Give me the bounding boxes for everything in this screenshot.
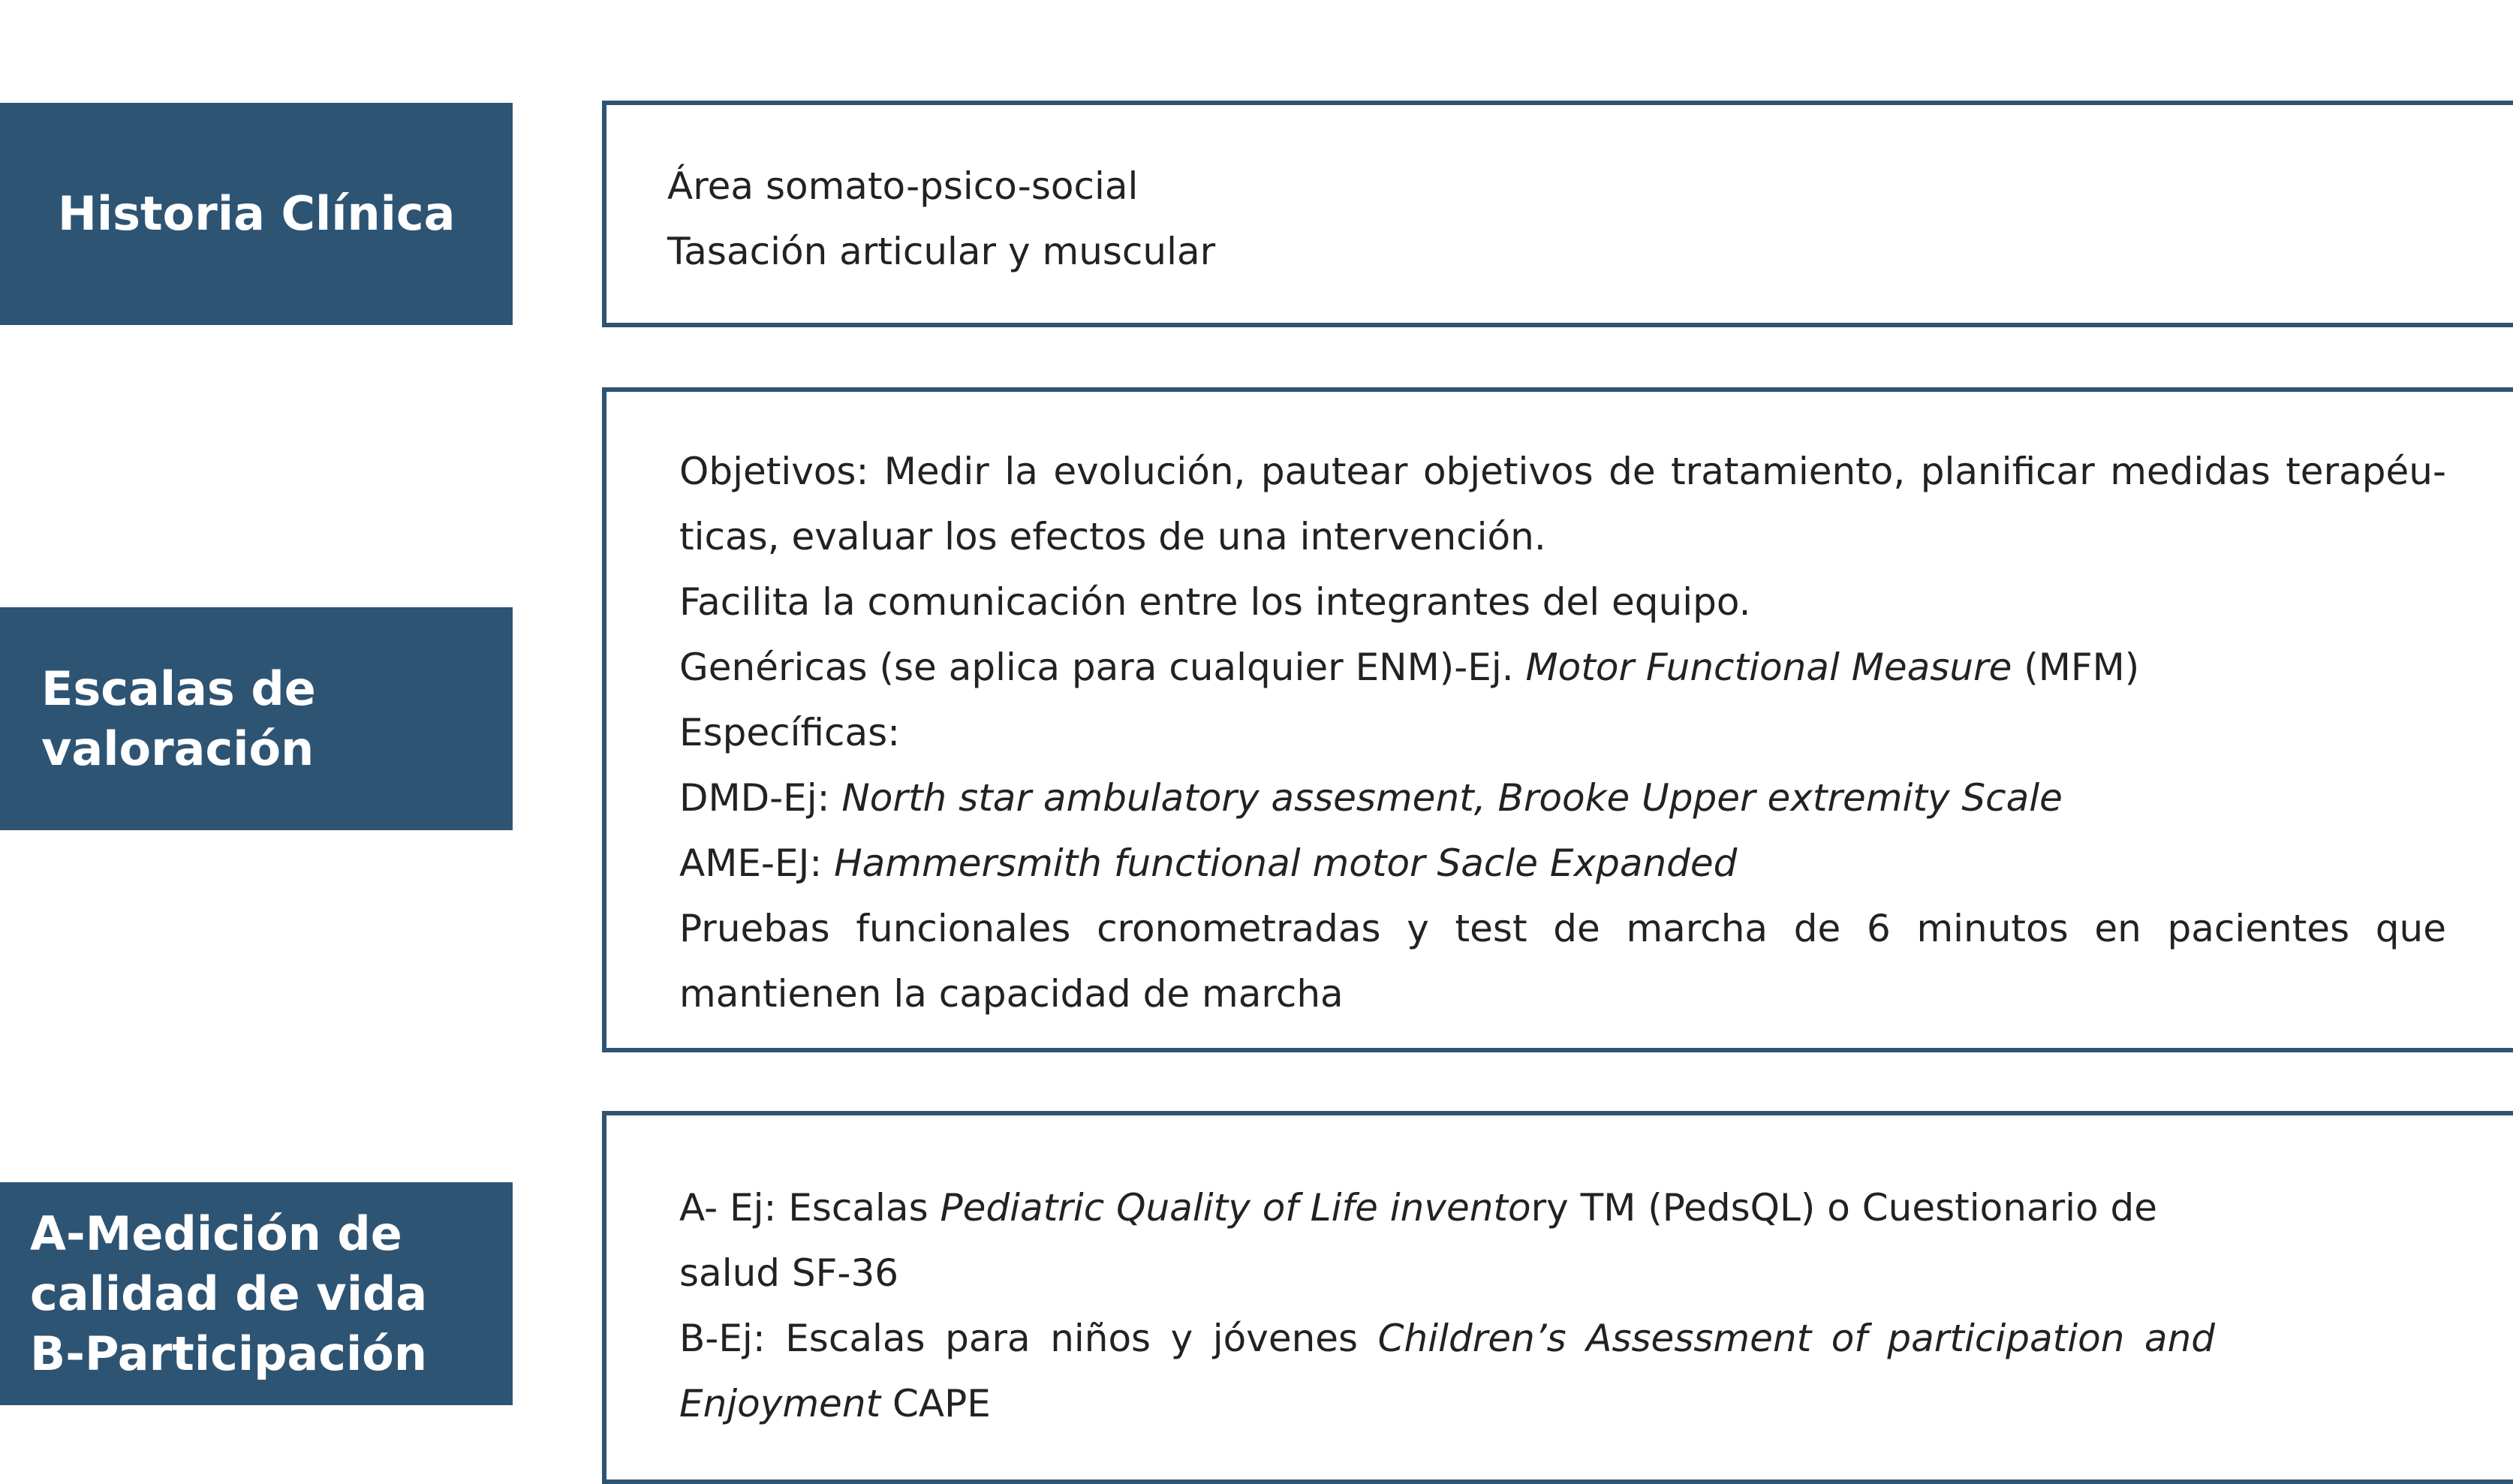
content-line: mantienen la capacidad de marcha bbox=[679, 972, 1344, 1016]
text-span: DMD-Ej: bbox=[679, 776, 842, 820]
content-column bbox=[679, 1175, 2215, 1437]
text-span: A- Ej: Escalas bbox=[679, 1186, 940, 1230]
text-span: Genéricas (se aplica para cualquier ENM)-Ej. bbox=[679, 646, 1526, 689]
text-span: AME-EJ: bbox=[679, 841, 835, 885]
content-line: Pruebas funcionales cronometradas y test de marcha de 6 minutos en pacientes que bbox=[679, 907, 2446, 950]
content-box-medicion-calidad-participacion bbox=[602, 1111, 2513, 1484]
label-medicion-calidad-participacion bbox=[0, 1182, 513, 1405]
content-line bbox=[679, 766, 2446, 831]
text-span-italic: Children’s Assessment of participation and bbox=[1377, 1317, 2215, 1360]
text-span-italic: Hammersmith functional motor Sacle Expanded bbox=[834, 841, 1738, 885]
content-line bbox=[679, 1175, 2215, 1241]
content-line: salud SF-36 bbox=[679, 1251, 899, 1295]
text-span-italic: Enjoyment bbox=[679, 1382, 881, 1425]
text-span-italic: Motor Functional Measure bbox=[1525, 646, 2012, 689]
content-line: Tasación articular y muscular bbox=[667, 230, 1216, 273]
label-escalas-de-valoracion bbox=[0, 607, 513, 830]
content-line bbox=[679, 1306, 2215, 1371]
content-line: ticas, evaluar los efectos de una intervención. bbox=[679, 515, 1546, 558]
text-span: (MFM) bbox=[2012, 646, 2140, 689]
text-span-italic: Pediatric Quality of Life invento bbox=[940, 1186, 1531, 1230]
cropped-heading-fragment bbox=[668, 0, 1516, 8]
content-line: Facilita la comunicación entre los integrantes del equipo. bbox=[679, 580, 1751, 624]
text-span-italic: North star ambulatory assesment, Brooke Upper extremity Scale bbox=[841, 776, 2063, 820]
content-line: Área somato-psico-social bbox=[667, 164, 1139, 208]
content-line bbox=[679, 831, 2446, 896]
content-box-historia-clinica bbox=[602, 101, 2513, 327]
text-span: CAPE bbox=[880, 1382, 991, 1425]
text-span: B-Ej: Escalas para niños y jóvenes bbox=[679, 1317, 1378, 1360]
content-line: Objetivos: Medir la evolución, pautear objetivos de tratamiento, planificar medidas terapéu- bbox=[679, 450, 2446, 493]
label-text: Escalas de valoración bbox=[41, 661, 316, 776]
label-text: A-Medición de calidad de vida B-Participación bbox=[30, 1206, 428, 1381]
content-line bbox=[679, 1371, 2215, 1437]
text-span: ry TM (PedsQL) o Cuestionario de bbox=[1530, 1186, 2158, 1230]
content-line bbox=[679, 635, 2446, 700]
content-box-escalas-de-valoracion bbox=[602, 387, 2513, 1052]
label-text: Historia Clínica bbox=[58, 186, 456, 241]
content-line: Específicas: bbox=[679, 711, 901, 754]
label-historia-clinica bbox=[0, 103, 513, 325]
